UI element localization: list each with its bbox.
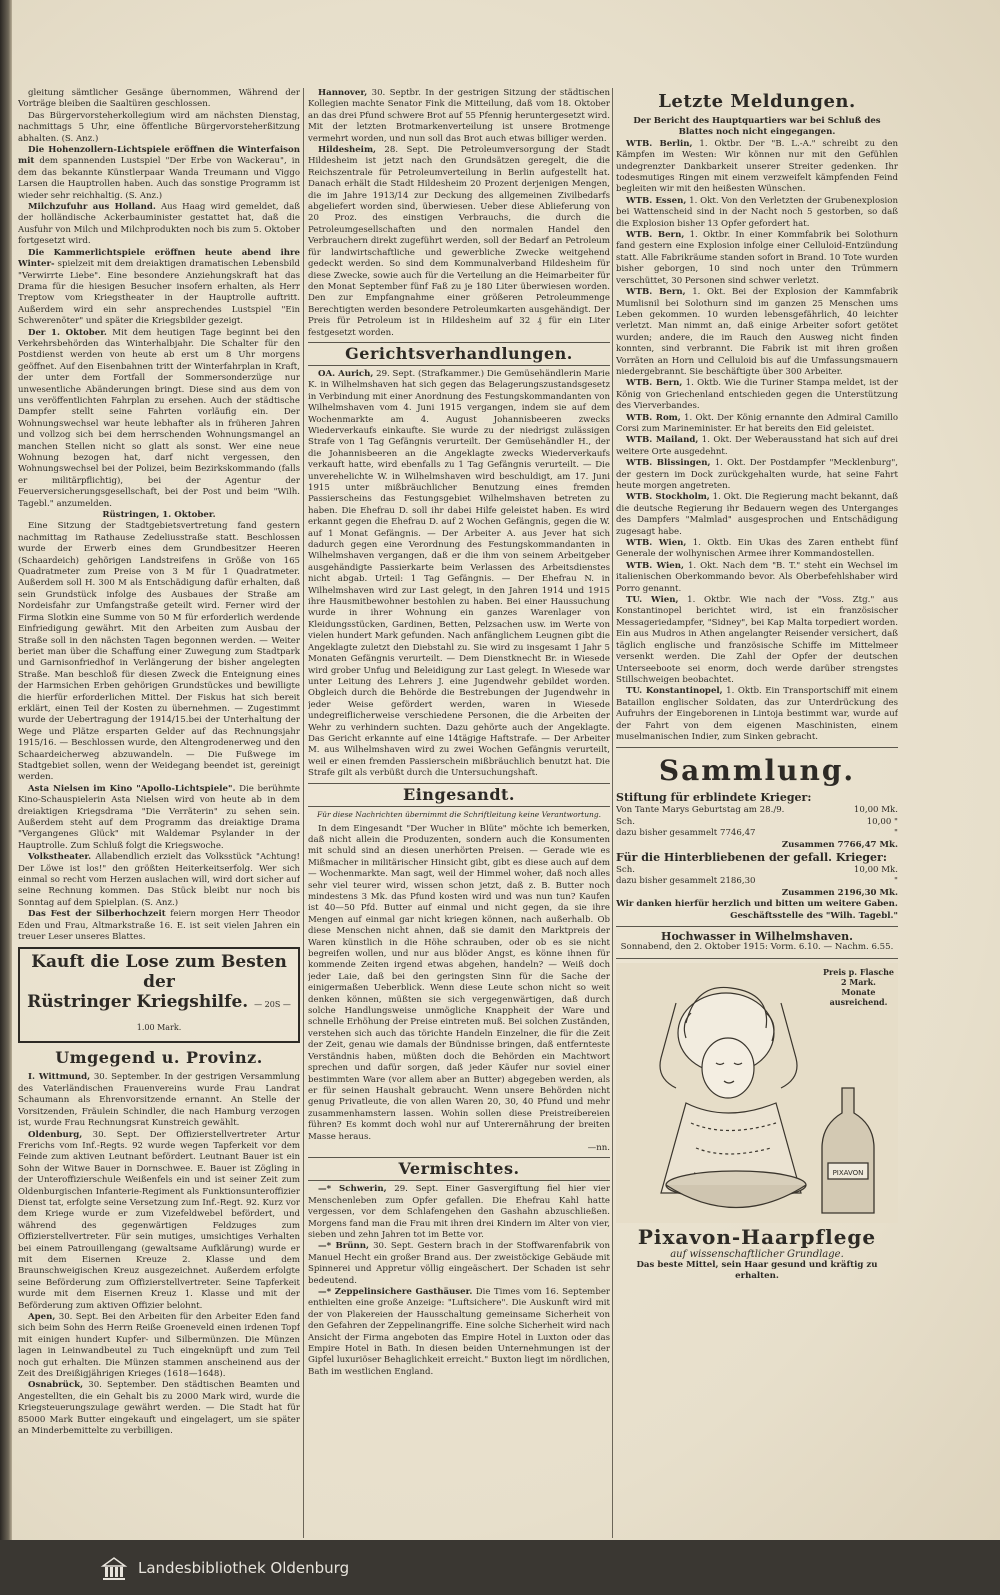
- article-text: feiern morgen Herr Theodor Eden und Frau, Altmarkstraße 16. E. ist seit vielen Jahren ein treuer Leser unseres Blattes.: [18, 909, 300, 943]
- section-title-region: Umgegend u. Provinz.: [55, 1048, 263, 1068]
- article-paragraph: [308, 1241, 610, 1287]
- article-heading: Apen,: [28, 1312, 56, 1322]
- article-paragraph: [616, 139, 898, 196]
- article-paragraph: [616, 413, 898, 436]
- article-paragraph: [18, 248, 300, 328]
- article-heading: Hannover,: [318, 88, 368, 98]
- collection-sub1: Stiftung für erblindete Krieger:: [616, 791, 812, 805]
- collection-row: [616, 865, 898, 876]
- article-text: Das Bürgervorsteherkollegium wird am nächsten Dienstag, nachmittags 5 Uhr, eine öffentliche Bürgervorsteherßitzung abhalten. (S. Anz.): [18, 110, 300, 144]
- article-paragraph: [308, 88, 610, 145]
- article-paragraph: [616, 435, 898, 458]
- region-news-list: [18, 1072, 300, 1437]
- divider: [616, 926, 898, 927]
- article-paragraph: [18, 145, 300, 202]
- article-paragraph: [616, 230, 898, 287]
- article-paragraph: [18, 202, 300, 248]
- article-paragraph: [616, 595, 898, 686]
- article-paragraph: [18, 521, 300, 783]
- page-gutter: [0, 0, 12, 1540]
- article-paragraph: [308, 145, 610, 339]
- collection-office: Geschäftsstelle des "Wilh. Tagebl.": [730, 910, 898, 921]
- article-heading: WTB. Mailand,: [626, 435, 699, 446]
- column-left: [18, 88, 300, 1540]
- misc-news-list: [308, 1184, 610, 1378]
- library-building-icon: [100, 1554, 128, 1582]
- pixavon-claim: Das beste Mittel, sein Haar gesund und kräftig zu erhalten.: [636, 1259, 878, 1281]
- article-paragraph: [18, 88, 300, 111]
- article-paragraph: [18, 328, 300, 511]
- article-text: 30. Sept. Gestern brach in der Stoffwarenfabrik von Manuel Hecht ein großer Brand aus. Der zweistöckige Gebäude mit Spinnerei und Appretur völlig eingeäschert. Der Schaden ist sehr bedeutend.: [308, 1241, 610, 1286]
- column-divider: [303, 88, 304, 1538]
- pixavon-subtitle: auf wissenschaftlicher Grundlage.: [670, 1248, 844, 1260]
- article-paragraph: [308, 1287, 610, 1378]
- article-heading: WTB. Bern,: [626, 287, 686, 298]
- collection-row: [616, 805, 898, 816]
- article-heading: WTB. Bern,: [626, 230, 685, 241]
- lottery-ad-line1: Kauft die Lose zum Besten der: [31, 952, 287, 993]
- article-text: Die Times vom 16. September enthielten eine große Anzeige: "Luftsichere". Die Auskunft wird mit der von Plakereien der Hausschaltung gemeinsame Sicherheit von den Gefahren der Zeppelinangriffe. Eine solche Sicherheit wird nach Ansicht der Firma angeboten das Empire Hotel in Luxton oder das Empire Hotel in Bath. In diesen beiden Unternehmungen ist der Gipfel luxuriöser Behaglichkeit erreicht." Buxton liegt im nördlichen, Bath im westlichen England.: [308, 1287, 610, 1377]
- article-heading: Milchzufuhr aus Holland.: [28, 202, 156, 213]
- article-heading: Die Hohenzollern-Lichtspiele eröffnen die Winterfaison mit: [18, 145, 300, 167]
- article-paragraph: [18, 852, 300, 909]
- column-middle: [308, 88, 610, 1540]
- article-paragraph: [616, 287, 898, 378]
- article-paragraph: [18, 1130, 300, 1313]
- article-paragraph: [18, 1312, 300, 1380]
- collection-row-label: Sch.: [616, 816, 635, 827]
- dateline: Rüstringen, 1. Oktober.: [102, 510, 216, 521]
- article-heading: Oldenburg,: [28, 1129, 83, 1140]
- collection-sub2: Für die Hinterbliebenen der gefall. Krieger:: [616, 850, 887, 864]
- article-paragraph: [18, 784, 300, 852]
- collection-row: [616, 817, 898, 828]
- article-paragraph: [308, 1184, 610, 1241]
- article-text: 1. Okt. Die Regierung macht bekannt, daß die deutsche Regierung ihr Bedauern wegen des Unterganges des Dampfers "Malmlad" ausgesprochen und Entschädigung zugesagt habe.: [616, 492, 898, 537]
- lottery-ad: [18, 947, 300, 1043]
- article-text: 1. Okt. Der König ernannte den Admiral Camillo Corsi zum Marineminister. Er hat bereits den Eid geleistet.: [616, 412, 898, 434]
- article-paragraph: [616, 458, 898, 492]
- article-text: 1. Oktb. Ein Transportschiff mit einem Bataillon englischer Soldaten, das zur Unterdrückung des Aufruhrs der Eingeborenen in Lintoja bestimmt war, wurde auf der Fahrt von dem eigenen Maschinisten, einem muselmanischen Indier, zum Sinken gebracht.: [616, 686, 898, 742]
- pixavon-title: Pixavon-Haarpflege: [637, 1224, 877, 1249]
- tide-text: Sonnabend, den 2. Oktober 1915: Vorm. 6.10. — Nachm. 6.55.: [620, 942, 894, 953]
- letters-list: [308, 824, 610, 1143]
- article-text: 1. Oktb. Wie die Turiner Stampa meldet, ist der König von Griechenland entschieden gegen die Unterstützung des Vierverbandes.: [616, 378, 898, 412]
- section-title-court: Gerichtsverhandlungen.: [308, 342, 610, 366]
- section-title-letters: Eingesandt.: [308, 783, 610, 807]
- article-paragraph: [616, 561, 898, 595]
- collection-row: [616, 876, 898, 887]
- collection-thanks: Wir danken hierfür herzlich und bitten um weitere Gaben.: [616, 899, 898, 910]
- article-paragraph: [18, 111, 300, 145]
- article-text: 30. Sept. Der Offizierstellvertreter Artur Frerichs vom Inf.-Regts. 92 wurde wegen Tapferkeit vor dem Feinde zum aktiven Leutnant befördert. Leutnant Bauer ist ein Sohn der Witwe Bauer in Dornschwee. E. Bauer ist Zögling in der Unteroffizierschule Weißenfels ein und ist seiner Zeit zum Oldenburgischen Infanterie-Regiment als Funktionsunteroffizier Dienst tat, erfolgte seine Versetzung zum Inf.-Regt. 92. Kurz vor dem Kriege wurde er zum Vizefeldwebel befördert, und während des gegenwärtigen Feldzuges zum Offizierstellvertreter. Für sein mutiges, umsichtiges Verhalten bei einem Patrouillengang (gewaltsame Aufklärung) wurde er mit dem Eisernen Kreuze 2. Klasse und dem Braunschweigischen Kreuz ausgezeichnet. Außerdem erfolgte seine Beförderung zum Offizierstellvertreter. Seine Tapferkeit wurde mit dem Eisernen Kreuz 1. Klasse und mit der Beförderung zum aktiven Offizier belohnt.: [18, 1129, 300, 1311]
- section-title-misc: Vermischtes.: [308, 1157, 610, 1181]
- article-heading: TU. Wien,: [626, 595, 679, 606]
- article-paragraph: [616, 196, 898, 230]
- article-text: 30. Septbr. In der gestrigen Sitzung der städtischen Kollegien machte Senator Fink die Mitteilung, daß vom 18. Oktober an das drei Pfund schwere Brot auf 55 Pfennig heruntergesetzt wird. Mit der letzten Brotmarkenverteilung ist unsere Brotmenge vermehrt worden, und nun soll das Brot auch etwas billiger werden.: [308, 88, 610, 144]
- article-heading: —* Zeppelinsichere Gasthäuser.: [318, 1287, 473, 1297]
- article-text: dem spannenden Lustspiel "Der Erbe von Wackerau", in dem das bekannte Künstlerpaar Wanda Treumann und Viggo Larsen die Hauptrollen haben. Auch das sonstige Programm ist wieder sehr reichhaltig. (S. Anz.): [18, 156, 300, 201]
- article-text: Mit dem heutigen Tage beginnt bei den Verkehrsbehörden das Winterhalbjahr. Die Schalter für den Postdienst werden von heute ab erst um 8 Uhr morgens geöffnet. Auf den Eisenbahnen tritt der Winterfahrplan in Kraft, der unter dem Fortfall der Sommersonderzüge nur unwesentliche Abänderungen bringt. Diese sind aus dem von uns veröffentlichten Fahrplan zu ersehen. Auch der städtische Dampfer stellt seine Fahrten vorläufig ein. Der Wohnungswechsel war heute lebhafter als in früheren Jahren und vollzog sich bei dem herrschenden Wohnungsmangel an manchen Stellen nicht so glatt als sonst. Wer eine neue Wohnung bezogen hat, darf nicht vergessen, den Wohnungswechsel bei der Polizei, beim Bezirkskommando (falls er militärpflichtig), bei der Agentur der Feuerversicherungsgesellschaft, bei der Post und beim "Wilh. Tagebl." anzumelden.: [18, 327, 300, 509]
- article-paragraph: [18, 909, 300, 943]
- article-paragraph: [308, 824, 610, 1143]
- news-list: [308, 88, 610, 339]
- article-heading: WTB. Rom,: [626, 412, 681, 423]
- latest-intro: Der Bericht des Hauptquartiers war bei Schluß des Blattes noch nicht eingegangen.: [633, 116, 881, 138]
- divider: [616, 747, 898, 748]
- collection-title: Sammlung.: [658, 754, 856, 788]
- collection-row-label: dazu bisher gesammelt 7746,47: [616, 828, 756, 839]
- article-heading: TU. Konstantinopel,: [626, 686, 723, 697]
- article-text: 30. September. Den städtischen Beamten und Angestellten, die ein Gehalt bis zu 2000 Mark wird, wurde die Kriegsteuerungszulage gewährt werden. — Die Stadt hat für 85000 Mark Butter eingekauft und eingelagert, um sie später an Minderbemittelte zu verbilligen.: [18, 1380, 300, 1437]
- article-text: Die berühmte Kino-Schauspielerin Asta Nielsen wird von heute ab in dem dreiaktigen Kriegsdrama "Die Verräterin" zu sehen sein. Außerdem steht auf dem Programm das dreiaktige Drama "Vergangenes Glück" mit Waldemar Psylander in der Hauptrolle. Zum Schluß folgt die Kriegswoche.: [18, 783, 300, 851]
- article-heading: OA. Aurich,: [318, 368, 374, 379]
- article-heading: Osnabrück,: [28, 1380, 84, 1391]
- article-heading: WTB. Stockholm,: [626, 492, 710, 503]
- article-paragraph: [616, 686, 898, 743]
- lottery-ad-line2: Rüstringer Kriegshilfe. — 20S — 1.00 Mark.: [27, 992, 291, 1033]
- collection-rows-1: [616, 805, 898, 851]
- article-heading: Asta Nielsen im Kino "Apollo-Lichtspiele".: [28, 783, 236, 794]
- letters-disclaimer: Für diese Nachrichten übernimmt die Schriftleitung keine Verantwortung.: [316, 809, 602, 819]
- article-paragraph: [18, 510, 300, 521]
- collection-row: [616, 888, 898, 899]
- collection-rows-2: [616, 865, 898, 899]
- article-heading: —* Schwerin,: [318, 1184, 387, 1195]
- article-heading: WTB. Wien,: [626, 560, 684, 571]
- column-divider: [612, 88, 613, 1538]
- article-text: 1. Okt. Von den Verletzten der Grubenexplosion bei Wattenscheid sind in der Nacht noch 5 gestorben, so daß die Explosion bisher 13 Opfer gefordert hat.: [616, 195, 898, 229]
- bottle-label: PIXAVON: [832, 1168, 864, 1177]
- article-text: spielzeit mit dem dreiaktigen dramatischen Lebensbild "Verwirrte Liebe". Eine besondere Anziehungskraft hat das Drama für die hiesigen Besucher insofern erhalten, als Herr Treptow vom Kriegstheater in der Hauptrolle auftritt. Außerdem wird ein sehr ansprechendes Lustspiel "Ein Schwerenöter" und später die Kriegsbilder gezeigt.: [18, 259, 300, 327]
- article-heading: Der 1. Oktober.: [28, 327, 107, 338]
- article-text: 1. Oktbr. Wie nach der "Voss. Ztg." aus Konstantinopel berichtet wird, ist ein französischer Messageriedampfer, "Sidney", bei Kap Malta torpediert worden. Ein aus Mudros in Athen angelangter Reisender versichert, daß täglich englische und französische Schiffe im Mittelmeer versenkt werden. Die Zahl der Opfer der deutschen Unterseeboote sei enorm, doch werde darüber strengstes Stillschweigen beobachtet.: [616, 595, 898, 685]
- column-right: [616, 88, 898, 1540]
- tide-title: Hochwasser in Wilhelmshaven.: [661, 930, 853, 943]
- article-paragraph: [18, 1072, 300, 1129]
- article-text: 30. September. In der gestrigen Versammlung des Vaterländischen Frauenvereins wurde Frau Landrat Schaumann als Ehrenvorsitzende ernannt. An Stelle der Vorsitzenden, Fräulein Schindler, die nach Hamburg verzogen ist, wurde Frau Rechnungsrat Kunstreich gewählt.: [18, 1072, 300, 1129]
- divider: [616, 958, 898, 959]
- article-paragraph: [616, 538, 898, 561]
- collection-row-value: ": [894, 828, 898, 839]
- article-text: 1. Okt. Der Postdampfer "Mecklenburg", der gestern im Dock zurückgehalten wurde, hat seine Fahrt heute morgen angetreten.: [616, 458, 898, 491]
- article-text: 1. Okt. Der Weberausstand hat sich auf drei weitere Orte ausgedehnt.: [616, 435, 898, 457]
- article-paragraph: [18, 1380, 300, 1437]
- article-text: 1. Okt. Bei der Explosion der Kammfabrik Mumlisnil bei Solothurn sind im ganzen 25 Menschen ums Leben gekommen. 10 wurden lebensgefährlich, 40 leichter verletzt. Man nimmt an, daß einige Arbeiter sofort getötet wurden; andere, die im Rauch den Ausweg nicht finden konnten, sind verbrannt. Die Fabrik ist mit ihren großen Vorräten an Horn und Celluloid bis auf die Umfassungsmauern niedergebrannt. Sie beschäftigte über 300 Arbeiter.: [616, 287, 898, 377]
- article-heading: WTB. Berlin,: [626, 138, 693, 149]
- article-text: gleitung sämtlicher Gesänge übernommen, Während der Vorträge bleiben die Saaltüren geschlossen.: [18, 88, 300, 110]
- article-text: 29. Sept. Einer Gasvergiftung fiel hier vier Menschenleben zum Opfer gefallen. Die Ehefrau Kahl hatte vergessen, vor dem Schlafengehen den Gashahn abzuschließen. Morgens fand man die Frau mit ihren drei Kindern im Alter von vier, sieben und zehn Jahren tot im Bette vor.: [308, 1184, 610, 1240]
- article-text: Allabendlich erzielt das Volksstück "Achtung! Der Löwe ist los!" den größten Heiterkeitserfolg. Wer sich einmal so recht vom Herzen auslachen will, wird dort sicher auf seine Rechnung kommen. Das Stück bleibt nur noch bis Sonntag auf dem Spielplan. (S. Anz.): [18, 852, 300, 908]
- collection-row-label: Von Tante Marys Geburtstag am 28./9.: [616, 805, 785, 816]
- letter-signature: —nn.: [587, 1142, 610, 1153]
- court-news-list: [308, 369, 610, 780]
- article-heading: WTB. Blissingen,: [626, 458, 711, 469]
- article-text: 1. Oktbr. In einer Kommfabrik bei Solothurn fand gestern eine Explosion infolge einer Celluloid-Entzündung statt. Alle Fabrikräume standen sofort in Brand. 10 Tote wurden bisher geborgen, 10 sind noch unter den Trümmern verschüttet, 30 Personen sind schwer verletzt.: [616, 230, 898, 286]
- article-text: 29. Sept. (Strafkammer.) Die Gemüsehändlerin Marie K. in Wilhelmshaven hat sich gegen das Belagerungszustandsgesetz in Verbindung mit einer Anordnung des Festungskommandanten von Wilhelmshaven vom 4. Juni 1915 vergangen, indem sie auf dem Wochenmarkte am 4. August Johannisbeeren zwecks Wiederverkaufs einkaufte. Sie wurde zu der niedrigst zulässigen Strafe von 1 Tag Gefängnis verurteilt. Der Gemüsehändler H., der die Johannisbeeren an die Angeklagte zwecks Wiederverkaufs verkauft hatte, wird ebenfalls zu 1 Tag Gefängnis verurteilt. — Die unverehelichte W. in Wilhelmshaven wird beschuldigt, am 17. Juni 1915 unter mißbräuchlicher Benutzung eines fremden Passierscheins das Festungsgebiet Wilhelmshaven betreten zu haben. Die Ehefrau D. soll ihr dabei Hilfe geleistet haben. Es wird erkannt gegen die Ehefrau D. auf 2 Wochen Gefängnis, gegen die W. auf 1 Monat Gefängnis. — Der Arbeiter A. aus Jever hat sich dadurch gegen eine Verordnung des Festungskommandanten in Wilhelmshaven vergangen, daß er die ihm von seinem Arbeitgeber ausgehändigte Passierkarte beim Verlassen des Arbeitsdienstes nicht abgab. Urteil: 1 Tag Gefängnis. — Der Ehefrau N. in Wilhelmshaven wird zur Last gelegt, in den Jahren 1914 und 1915 ihre Hausmitbewohner bestohlen zu haben. Bei einer Haussuchung wurde in ihrer Wohnung ein ganzes Warenlager von Kleidungsstücken, Gardinen, Betten, Pelzsachen usw. im Werte von vielen hundert Mark gefunden. Nach anfänglichem Leugnen gibt die Angeklagte zuletzt den Diebstahl zu. Sie wird zu insgesamt 1 Jahr 5 Monaten Gefängnis verurteilt. — Dem Dienstknecht Br. in Wiesede wird grober Unfug und Beleidigung zur Last gelegt. In Wiesede war unter Leitung des Lehrers J. eine Jugendwehr gebildet worden. Obgleich durch die Behörde die Bestrebungen der Jugendwehr in jeder Weise gefördert werden, waren in Wiesede undegreiflicherweise verschiedene Personen, die die Arbeiten der Wehr zu verhindern suchten. Dazu gehörte auch der Angeklagte. Das Gericht erkannte auf eine 14tägige Haftstrafe. — Der Arbeiter M. aus Wilhelmshaven wird zu zwei Wochen Gefängnis verurteilt, weil er einen fremden Passierschein mißbräuchlich benutzt hat. Die Strafe gilt als verbüßt durch die Untersuchungshaft.: [308, 368, 610, 779]
- library-footer: [0, 1540, 1000, 1595]
- article-text: 30. Sept. Bei den Arbeiten für den Arbeiter Eden fand sich beim Sohn des Herrn Reiße Groeneveld einen irdenen Topf mit einigen hundert Kupfer- und Silbermünzen. Die Münzen lagen in Leinwandbeutel zu Tuch eingeknüpft und zum Teil noch gut erhalten. Die Münzen stammen anscheinend aus der Zeit des Dreißigjährigen Krieges (1618—1648).: [18, 1312, 300, 1380]
- article-heading: WTB. Bern,: [626, 378, 683, 389]
- article-heading: I. Wittmund,: [28, 1072, 91, 1083]
- collection-row-label: Zusammen 7766,47 Mk.: [781, 839, 898, 850]
- article-heading: Hildesheim,: [318, 145, 377, 156]
- article-heading: Volkstheater.: [28, 852, 92, 863]
- section-title-latest: Letzte Meldungen.: [658, 91, 856, 112]
- collection-row-label: dazu bisher gesammelt 2186,30: [616, 876, 756, 887]
- collection-row-value: 10,00 Mk.: [853, 805, 898, 816]
- latest-news-list: [616, 139, 898, 744]
- article-paragraph: [616, 492, 898, 538]
- library-name: Landesbibliothek Oldenburg: [138, 1558, 350, 1577]
- article-heading: WTB. Essen,: [626, 195, 687, 206]
- article-text: Aus Haag wird gemeldet, daß der holländische Ackerbauminister gestattet hat, daß die Ausfuhr von Milch und Milchprodukten noch bis zum 5. Oktober fortgesetzt wird.: [18, 202, 300, 247]
- article-paragraph: [616, 378, 898, 412]
- article-paragraph: [308, 369, 610, 780]
- article-heading: WTB. Wien,: [626, 538, 687, 549]
- article-text: Eine Sitzung der Stadtgebietsvertretung fand gestern nachmittag im Rathause Zedeliusstraße statt. Beschlossen wurde der Erwerb eines dem Grundbesitzer Heeren (Schaardeich) gehörigen Landstreifens in Größe von 165 Quadratmeter zum Preise von 3 M für 1 Quadratmeter. Außerdem soll H. 300 M als Entschädigung dafür erhalten, daß sein Grundstück infolge des Ausbaues der Straße am Nordeisfahr zur Umfangstraße geteilt wird. Ferner wird der Firma Slotkin eine Summe von 50 M für erforderlich werdende Einfriedigung gewährt. Mit den Arbeiten zum Ausbau der Straße soll in den nächsten Tagen begonnen werden. — Weiter beriet man über die Schaffung einer Zuwegung zum Stadtpark und Garnisonfriedhof in Verlängerung der bisher angelegten Straße. Man beschloß für diesen Zweck die Enteignung eines der Harmsichen Erben gehörigen Grundstückes und bewilligte die hierfür erforderlichen Mittel. Der Fiskus hat sich bereit erklärt, einen Teil der Kosten zu übernehmen. — Zugestimmt wurde der Uebertragung der 1914/15.bei der Unterhaltung der Wege und Plätze ersparten Gelder auf das Rechnungsjahr 1915/16. — Beschlossen wurde, den Altengrodenerweg und den Schaardeicherweg abzuwandeln. — Die Fußwege im Stadtgebiet sollen, wenn der Weidegang beendet ist, gereinigt werden.: [18, 521, 300, 783]
- article-heading: Das Fest der Silberhochzeit: [28, 909, 166, 920]
- collection-row: [616, 840, 898, 851]
- article-text: 1. Okt. Nach dem "B. T." steht ein Wechsel im italienischen Oberkommando bevor. Als Oberbefehlshaber wird Porro genannt.: [616, 560, 898, 594]
- article-text: 1. Oktb. Ein Ukas des Zaren enthebt fünf Generale der wolhynischen Armee ihrer Kommandostellen.: [616, 538, 898, 560]
- article-text: 1. Oktbr. Der "B. L.-A." schreibt zu den Kämpfen im Westen: Wir können nur mit den Gefühlen undegrenzter Dankbarkeit unserer Streiter gedenken. Ihr todesmutiges Ringen mit einem verzweifelt kämpfenden Feind begleiten wir mit den heißesten Wünschen.: [616, 138, 898, 195]
- article-text: 28. Sept. Die Petroleumversorgung der Stadt Hildesheim ist jetzt nach den Grundsätzen geregelt, die die Reichszentrale für Petroleumverteilung in Berlin aufgestellt hat. Danach erhält die Stadt Hildesheim 20 Prozent derjenigen Mengen, die im Jahre 1913/14 zur Deckung des allgemeinen Zivilbedarfs abgeliefert worden sind, überwiesen. Ueber diese Ablieferung von 20 Proz. des einstigen Verbrauchs, die durch die Petroleumgesellschaften und den normalen Handel den Verbrauchern direkt zugeführt werden, soll der Bedarf an Petroleum für landwirtschaftliche und gewerbliche Zwecke weitgehend gedeckt werden. So sind dem Kommunalverband Hildesheim für diese Zwecke, sowie auch für die Verteilung an die Heimarbeiter für den Monat September fünf Faß zu je 180 Liter überwiesen worden. Den zur Empfangnahme einer größeren Petroleummenge Berechtigten werden besondere Petroleumkarten ausgehändigt. Der Preis für Petroleum ist in Hildesheim auf 32 ₰ für ein Liter festgesetzt worden.: [308, 145, 610, 338]
- article-heading: —* Brünn,: [318, 1241, 369, 1252]
- collection-row-label: Sch.: [616, 864, 635, 875]
- local-news-list: [18, 88, 300, 943]
- lottery-ad-price: — 20S — 1.00 Mark.: [136, 1000, 291, 1033]
- collection-row-value: 10,00 Mk.: [853, 864, 898, 875]
- collection-row: [616, 828, 898, 839]
- collection-row-value: 10,00 ": [866, 816, 898, 827]
- article-heading: Die Kammerlichtspiele eröffnen heute abend ihre Winter-: [18, 247, 300, 270]
- pixavon-ad: [616, 963, 898, 1223]
- pixavon-price: Preis p. Flasche 2 Mark. Monate ausreichend.: [823, 966, 894, 1007]
- article-text: In dem Eingesandt "Der Wucher in Blüte" möchte ich bemerken, daß nicht allein die Produzenten, sondern auch die Konsumenten mit schuld sind an diesen unerhörten Preisen. — Gerade wie es Mißmacher in militärischer Hinsicht gibt, gibt es diese auch auf dem — Wochenmarkte. Man sagt, weil der Himmel woher, daß noch alles sehr viel teurer wird, wissen schon jetzt, daß z. B. Butter noch mindestens 3 Mk. das Pfund kosten wird und was nun tun? Kaufen ist 40—50 Pfd. Butter auf einmal und nicht gegen, da sie ihre Mengen auf einmal gar nicht kriegen können, nach außerhalb. Ob diese Menschen nicht ahnen, daß sie damit den Marktpreis der Waren künstlich in die Höhe schrauben, oder ob es sie nicht begreifen wollen, und nur aus blöder Angst, es könne ihnen für kommende Zeiten irgend etwas abgehen, handeln? — Weiß doch jeder Laie, daß bei den geringsten Sinn für die Sache der einigermaßen Ueberblick. Wenn diese Leute schon nicht so weit denken können, müßten sie sich vergegenwärtigen, daß durch solche Handlungsweise unmögliche Knappheit der Ware und schnelle Erhöhung der Preise eintreten muß. Bei solchen Zuständen, verstehen sich auch das törichte Handeln Einzelner, die für die Zeit der Zeit, genau wie damals der Bündnisse bringen, daß entfernteste Verständnis haben, müßten doch die Behörden ein Machtwort sprechen und dafür sorgen, daß jeder Käufer nur soviel einer bestimmten Ware (vor allem aber an Butter) abgegeben werden, als er für seinen Haushalt gebraucht. Wenn unsere Behörden nicht genug Privatleute, die von allen Waren 20, 30, 40 Pfund und mehr zusammenhamstern lassen. Wohin sollen diese Preistreibereien führen? Es kommt doch wohl nur auf Unterernährung der breiten Masse heraus.: [308, 823, 610, 1142]
- collection-row-label: Zusammen 2196,30 Mk.: [781, 887, 898, 898]
- collection-row-value: ": [894, 876, 898, 887]
